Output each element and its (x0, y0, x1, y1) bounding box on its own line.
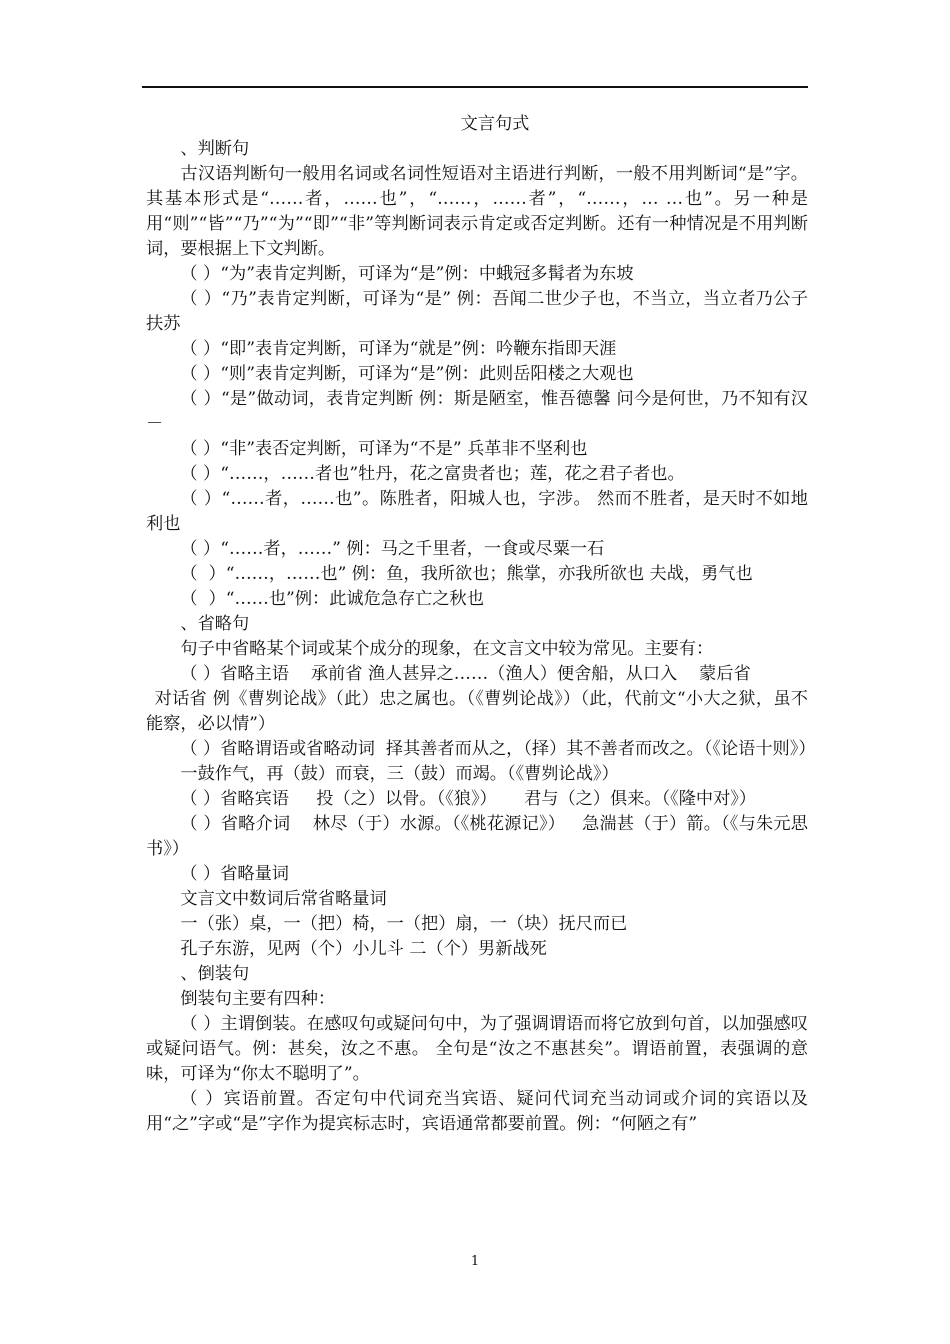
paragraph: （ ）省略主语 承前省 渔人甚异之……（渔人）便舍船，从口入 蒙后省 (180, 664, 751, 684)
header-rule (142, 86, 808, 88)
page-number: 1 (470, 1254, 480, 1269)
paragraph: （ ）省略介词 林尽（于）水源。（《桃花源记》） 急湍甚（于）箭。（《与朱元思书》） (146, 814, 808, 859)
paragraph: （ ）“……，……也” 例：鱼，我所欲也；熊掌，亦我所欲也 夫战，勇气也 (180, 564, 753, 584)
paragraph: （ ）“是”做动词，表肯定判断 例：斯是陋室，惟吾德馨 问今是何世，乃不知有汉－ (146, 389, 808, 434)
paragraph: （ ）“乃”表肯定判断，可译为“是” 例：吾闻二世少子也，不当立，当立者乃公子扶苏 (146, 289, 808, 334)
paragraph: （ ）“……，……者也”牡丹，花之富贵者也；莲，花之君子者也。 (180, 464, 685, 484)
paragraph: （ ）宾语前置。否定句中代词充当宾语、疑问代词充当动词或介词的宾语以及用“之”字或“是”字作为提宾标志时，宾语通常都要前置。例：“何陋之有” (146, 1089, 808, 1134)
paragraph: 一鼓作气，再（鼓）而衰，三（鼓）而竭。（《曹刿论战》） (180, 764, 619, 784)
paragraph: 、倒装句 (180, 964, 250, 984)
paragraph: 、判断句 (180, 139, 250, 159)
paragraph: （ ）“即”表肯定判断，可译为“就是”例：吟鞭东指即天涯 (180, 339, 617, 359)
paragraph: （ ）“……者，……也”。陈胜者，阳城人也，字涉。 然而不胜者，是天时不如地利也 (146, 489, 808, 534)
paragraph: （ ）省略量词 (180, 864, 289, 884)
paragraph: （ ）省略宾语 投（之）以骨。（《狼》） 君与（之）俱来。（《隆中对》） (180, 789, 757, 809)
paragraph-list (146, 137, 816, 1137)
paragraph: 文言文中数词后常省略量词 (180, 889, 387, 909)
paragraph: （ ）“……也”例：此诚危急存亡之秋也 (180, 589, 484, 609)
paragraph: （ ）“则”表肯定判断，可译为“是”例：此则岳阳楼之大观也 (180, 364, 634, 384)
document-body (146, 112, 816, 1137)
paragraph: 、省略句 (180, 614, 250, 634)
paragraph: （ ）主谓倒装。在感叹句或疑问句中，为了强调谓语而将它放到句首，以加强感叹或疑问语气。例：甚矣，汝之不惠。 全句是“汝之不惠甚矣”。谓语前置，表强调的意味，可译为“你太不聪明了”。 (146, 1014, 808, 1084)
paragraph: 孔子东游，见两（个）小儿斗 二（个）男新战死 (180, 939, 547, 959)
paragraph: （ ）“为”表肯定判断，可译为“是”例：中蛾冠多髯者为东坡 (180, 264, 634, 284)
paragraph: （ ）“……者，……” 例：马之千里者，一食或尽粟一石 (180, 539, 605, 559)
document-title: 文言句式 (460, 114, 530, 134)
paragraph: （ ）省略谓语或省略动词 择其善者而从之，（择）其不善者而改之。（《论语十则》） (180, 739, 816, 759)
paragraph: 一（张）桌，一（把）椅，一（把）扇，一（块）抚尺而已 (180, 914, 628, 934)
paragraph: 句子中省略某个词或某个成分的现象，在文言文中较为常见。主要有： (180, 639, 714, 659)
paragraph: 对话省 例《曹刿论战》（此）忠之属也。（《曹刿论战》）（此，代前文“小大之狱，虽不能察，必以情”） (146, 689, 808, 734)
paragraph: 古汉语判断句一般用名词或名词性短语对主语进行判断，一般不用判断词“是”字。其基本形式是“……者，……也”，“……，……者”，“……，… …也”。另一种是用“则”“皆”“乃”“为”“即”“非”等判断词表示肯定或否定判断。还有一种情况是不用判断词，要根据上下文判断。 (146, 164, 808, 259)
paragraph: 倒装句主要有四种： (180, 989, 336, 1009)
paragraph: （ ）“非”表否定判断，可译为“不是” 兵革非不坚利也 (180, 439, 588, 459)
